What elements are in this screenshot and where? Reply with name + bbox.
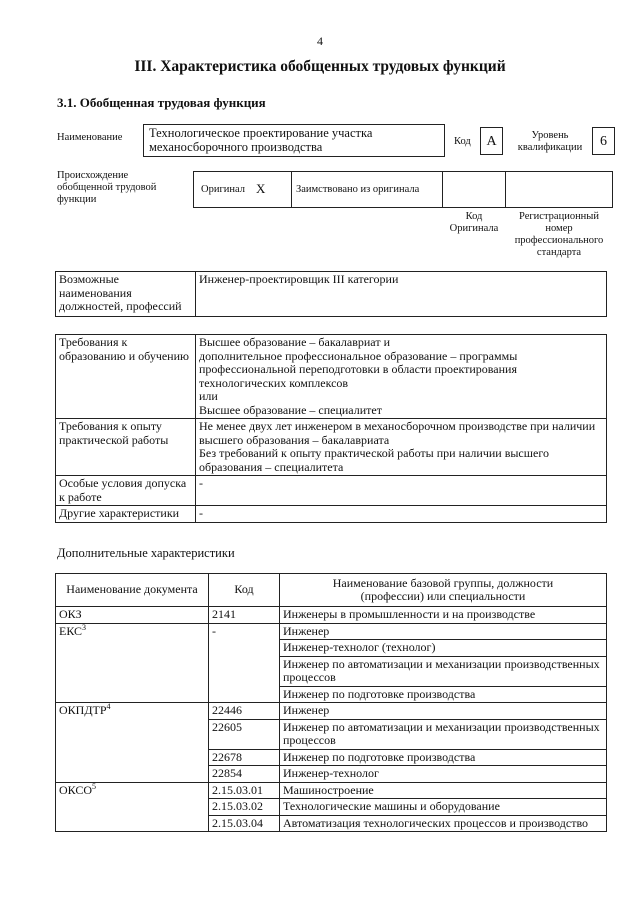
code-value-box [480,127,503,155]
name-label: Наименование [57,132,123,143]
row-name: Инженер по автоматизации и механизации производственных процессов [280,656,607,686]
table-row [56,703,607,720]
doc-okpdtr: ОКПДТР$^4$ [56,703,209,783]
req-line: или [199,389,218,403]
row-name: Технологические машины и оборудование [280,799,607,816]
row-code: 2.15.03.04 [209,815,280,832]
row-code: 2.15.03.01 [209,782,280,799]
req-label: Другие характеристики [56,506,196,523]
req-value: - [196,476,607,506]
req-line: Не менее двух лет инженером в механосборочном производстве при наличии высшего образования – бакалавриата [199,419,596,447]
row-name: Инженеры в промышленности и на производстве [280,607,607,624]
req-row-education [56,335,607,419]
table-row [56,623,607,640]
req-row-experience [56,419,607,476]
row-code: 22605 [209,719,280,749]
row-code: 2.15.03.02 [209,799,280,816]
req-value: - [196,506,607,523]
additional-header-row [56,574,607,607]
req-line: Высшее образование – бакалавриат и [199,335,390,349]
req-line: Без требований к опыту практической работы при наличии высшего образования – специалитета [199,446,549,474]
header-name: Наименование базовой группы, должности (профессии) или специальности [280,574,607,607]
row-code: 22678 [209,749,280,766]
row-name: Машиностроение [280,782,607,799]
additional-title: Дополнительные характеристики [57,546,235,560]
doc-okso: ОКСО$^5$ [56,782,209,832]
row-name: Инженер [280,703,607,720]
doc-eks: ЕКС$^3$ [56,623,209,703]
level-value: 6 [600,134,607,149]
borrowed-label: Заимствовано из оригинала [296,184,420,195]
req-row-conditions [56,476,607,506]
req-line: Высшее образование – специалитет [199,402,382,417]
row-name: Инженер-технолог [280,766,607,783]
registration-caption: Регистрационный номер профессионального стандарта [514,211,604,258]
origin-label: Происхождение обобщенной трудовой функции [57,170,157,205]
row-name: Автоматизация технологических процессов и производство [280,815,607,832]
row-name: Инженер [280,623,607,640]
function-name-box [143,124,445,157]
positions-label: Возможные наименования должностей, профессий [56,272,196,317]
level-label: Уровень квалификации [517,130,583,153]
section-title: III. Характеристика обобщенных трудовых функций [134,58,506,75]
req-value [196,335,607,419]
req-row-other [56,506,607,523]
header-code: Код [209,574,280,607]
doc-okz: ОКЗ [56,607,209,624]
code-value: А [486,134,497,149]
table-row [56,607,607,624]
additional-table [55,573,607,832]
req-line: дополнительное профессиональное образование – программы профессиональной переподготовки в области проектирования технологических комплексов [199,348,518,390]
table-row [56,782,607,799]
row-code: 2141 [209,607,280,624]
row-name: Инженер по подготовке производства [280,686,607,703]
row-name: Инженер по автоматизации и механизации производственных процессов [280,719,607,749]
function-name-value: Технологическое проектирование участка механосборочного производства [149,126,373,154]
page-number: 4 [317,34,323,48]
positions-value: Инженер-проектировщик III категории [196,272,607,317]
req-label: Особые условия допуска к работе [56,476,196,506]
req-label: Требования к образованию и обучению [56,335,196,419]
row-code: 22854 [209,766,280,783]
row-code: - [209,623,280,703]
header-document: Наименование документа [56,574,209,607]
original-mark: Х [256,181,266,196]
req-value [196,419,607,476]
code-original-caption: Код Оригинала [449,211,499,234]
level-value-box [592,127,615,155]
code-label: Код [454,136,471,147]
positions-table [55,271,607,317]
row-code: 22446 [209,703,280,720]
row-name: Инженер по подготовке производства [280,749,607,766]
row-name: Инженер-технолог (технолог) [280,640,607,657]
original-label: Оригинал [201,184,245,195]
req-label: Требования к опыту практической работы [56,419,196,476]
subsection-title: 3.1. Обобщенная трудовая функция [57,95,266,110]
requirements-table [55,334,607,523]
